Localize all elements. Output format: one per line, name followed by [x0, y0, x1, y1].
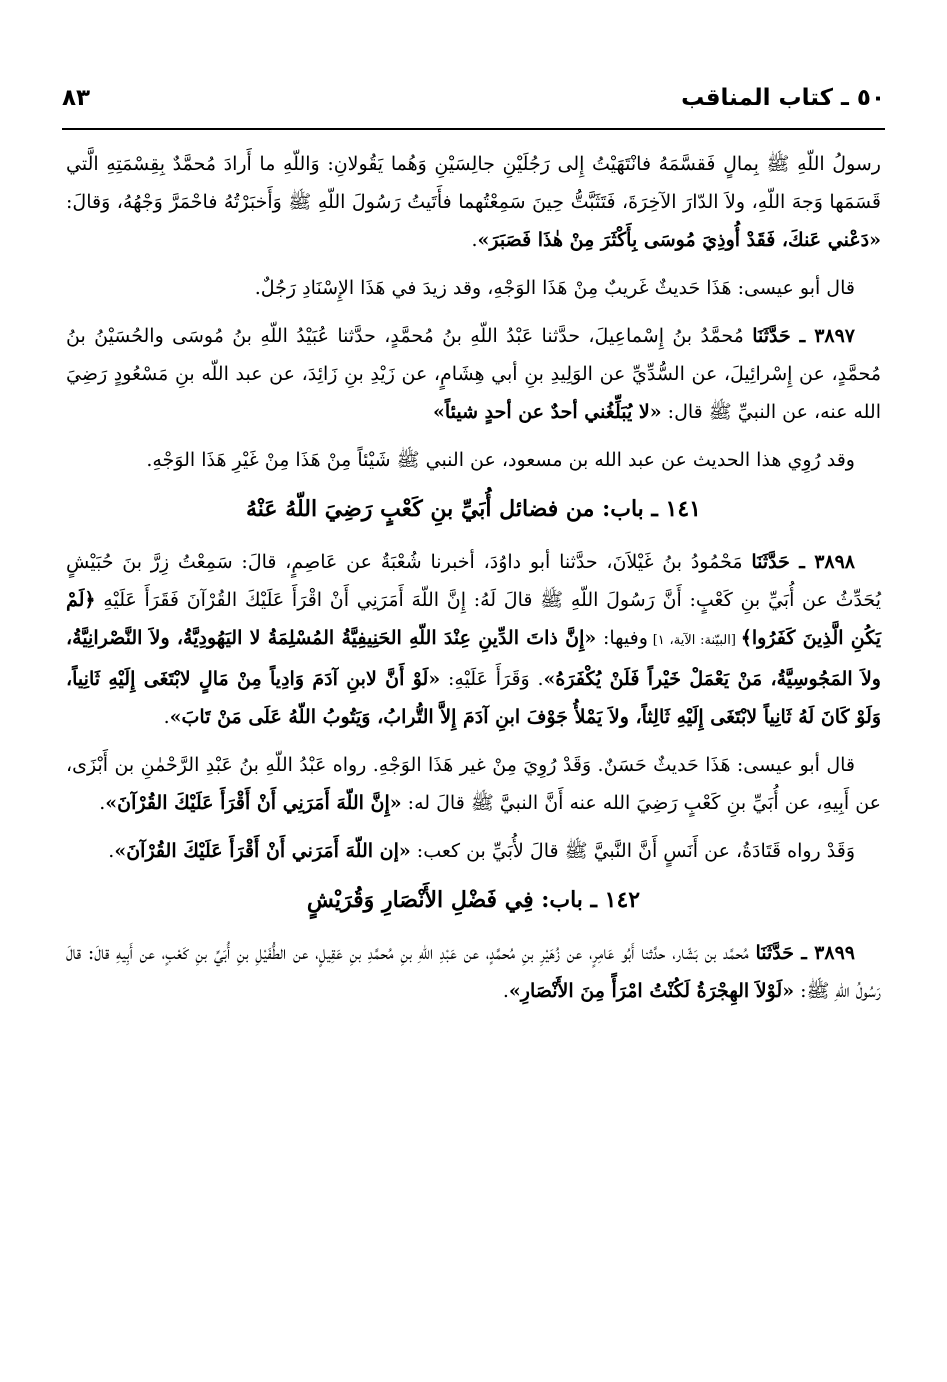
- commentary-paragraph: [66, 269, 881, 307]
- text: وَقَدْ رواه قَتَادَةُ، عن أَنَسٍ أَنَّ النَّبيَّ ﷺ قالَ لأُبَيِّ بن كعب:: [410, 840, 855, 862]
- quran-verse: ﴿لَمْ يَكُنِ الَّذِينَ كَفَرُوا﴾: [66, 589, 881, 649]
- isnad: مُحمَّدُ بنُ إِسْماعِيلَ، حدَّثنا عَبْدُ اللّهِ بنُ مُحمَّدٍ، حدَّثنا عُبَيْدُ اللّهِ بنُ مُوسَى والحُسَيْنُ بنُ مُحمَّدٍ، عن إِسْرائِيلَ، عن السُّدِّيِّ عن الوَلِيدِ بنِ أبي هِشَامٍ، عن زَيْدِ بنِ زَائِدَ، عن عبد اللّه بنِ مَسْعُودٍ رَضِيَ الله عنه، عن النبيِّ ﷺ قال:: [66, 325, 881, 423]
- paragraph-continued: [66, 145, 881, 259]
- chapter-heading-141: ١٤١ ـ باب: من فضائل أُبَيِّ بنِ كَعْبٍ رَضِيَ اللّهُ عَنْهُ: [246, 496, 701, 522]
- chapter-heading-142: ١٤٢ ـ باب: فِي فَضْلِ الأَنْصَارِ وَقُرَيْشٍ: [306, 887, 641, 913]
- text: رسولُ اللّهِ ﷺ بِمالٍ فَقسَّمَهُ فانْتَهَيْتُ إِلى رَجُلَيْنِ جالِسَيْنِ وَهُما يَقُولانِ: وَاللّهِ ما أَرادَ مُحمَّدٌ بِقِسْمَتِهِ الَّتي قَسَمَها وَجهَ اللّهِ، ولاَ الدّارَ الآخِرَةَ، فَتَثَبَّتُّ حِينَ سَمِعْتُهما فأَتَيتُ رَسُولَ اللّهِ ﷺ وَأَخبَرْتُهُ فاحْمَرَّ وَجْهُهُ، وَقالَ:: [66, 153, 881, 213]
- text: .: [163, 706, 170, 728]
- header-rule: [62, 128, 885, 130]
- isnad: مَحْمُودُ بنُ غَيْلاَنَ، حدَّثنا أبو داوُدَ، أخبرنا شُعْبَةُ عن عَاصِمٍ، قالَ: سَمِعْتُ زِرَّ بنَ حُبَيْشٍ يُحَدِّثُ عن أُبَيِّ بنِ كَعْبٍ: أَنَّ رَسُولَ اللّهِ ﷺ قالَ لَهُ: إِنَّ اللّهَ أَمَرَنِي أَنْ اقْرَأَ عَلَيْكَ القُرْآنَ فَقَرَأَ عَلَيْهِ: [66, 551, 881, 611]
- hadith-3897: [66, 317, 881, 431]
- text: قال أبو عيسى: هَذَا حَديثٌ غَريبٌ مِنْ هَذَا الوَجْهِ، وقد زيدَ في هَذَا الإِسْنَادِ رَجُلٌ.: [254, 277, 855, 299]
- text: وقد رُوِي هذا الحديث عن عبد الله بن مسعود، عن النبي ﷺ شَيْئاً مِنْ هَذَا مِنْ غَيْرِ هَذَا الوَجْهِ.: [146, 449, 855, 471]
- hadith-number: ٣٨٩٧ ـ حَدَّثَنَا: [752, 325, 856, 347]
- text: .: [502, 980, 509, 1002]
- text: .: [471, 229, 478, 251]
- hadith-quote: «إن اللّهَ أَمَرَني أَنْ أَقْرَأَ عَلَيْكَ القُرْآنَ»: [114, 840, 411, 862]
- hadith-quote: «إِنَّ ذاتَ الدِّينِ عِنْدَ اللّهِ الحَنِيفِيَّةُ المُسْلِمَةُ لا اليَهُودِيَّةُ، ولاَ النَّصْرانِيَّةُ، ولاَ المَجُوسِيَّةُ، مَنْ يَعْمَلْ خَيْراً فَلَنْ يُكْفَرَهُ»: [66, 627, 881, 690]
- page-number: ٨٣: [62, 85, 91, 111]
- commentary-paragraph: [66, 441, 881, 479]
- running-head: [62, 78, 885, 118]
- verse-reference: [البيّنة: الآية، ١]: [647, 633, 741, 648]
- hadith-quote: «لَوْ أَنَّ لابنِ آدَمَ وَادِياً مِنْ مَالٍ لابْتَغَى إِلَيْهِ ثَانِياً، وَلَوْ كَانَ لَهُ ثَانِياً لابْتَغَى إِلَيْهِ ثَالِثاً، ولاَ يَمْلأُ جَوْفَ ابنِ آدَمَ إِلاَّ التُّرابُ، وَيَتُوبُ اللّهُ عَلَى مَنْ تَابَ»: [66, 668, 881, 728]
- hadith-3898: [66, 543, 881, 736]
- commentary-paragraph: [66, 832, 881, 870]
- text: وفيها:: [596, 627, 648, 649]
- page-body: [66, 145, 881, 1020]
- hadith-number: ٣٨٩٨ ـ حَدَّثَنَا: [751, 551, 856, 573]
- hadith-quote: «دَعْني عَنكَ، فَقَدْ أُوذِيَ مُوسَى بِأَكْثَرَ مِنْ هٰذَا فَصَبَرَ»: [477, 229, 881, 251]
- hadith-3899: [66, 934, 881, 1010]
- text: .: [99, 792, 106, 814]
- text: .: [108, 840, 115, 862]
- text: قال أبو عيسى: هَذَا حَديثٌ حَسَنٌ. وَقَدْ رُوِيَ مِنْ غير هَذَا الوَجْهِ. رواه عَبْدُ اللّهِ بنُ عَبْدِ الرَّحْمٰنِ بن أَبْزَى، عن أَبِيهِ، عن أُبَيِّ بنِ كَعْبٍ رَضِيَ الله عنه أَنَّ النبيَّ ﷺ قالَ له:: [66, 754, 881, 814]
- hadith-quote: «لا يُبَلِّغُني أحدٌ عن أحدٍ شيئاً»: [432, 401, 662, 423]
- hadith-quote: «لَوْلاَ الهِجْرَةُ لَكُنْتُ امْرَأً مِنَ الأَنْصَارِ»: [508, 980, 795, 1002]
- text: . وَقَرَأَ عَلَيْهِ:: [440, 668, 544, 690]
- isnad: مُحمَّد بن بَشّار، حدَّثنا أَبُو عَامِرٍ، عن زُهَيْرِ بنِ مُحمَّدٍ، عن عَبْدِ اللّهِ بنِ مُحمَّدِ بنِ عَقِيلٍ، عن الطُّفَيْلِ بنِ أُبَيِّ بنِ كَعْبٍ، عن أَبِيهِ قالَ: قالَ رَسُولُ اللّهِ ﷺ:: [66, 942, 881, 1002]
- chapter-title: ٥٠ ـ كتاب المناقب: [681, 85, 885, 111]
- hadith-quote: «إِنَّ اللّهَ أَمَرَنِي أَنْ أَقْرَأَ عَلَيْكَ القُرْآنَ»: [105, 792, 402, 814]
- hadith-number: ٣٨٩٩ ـ حَدَّثَنَا: [755, 942, 855, 964]
- commentary-paragraph: [66, 746, 881, 822]
